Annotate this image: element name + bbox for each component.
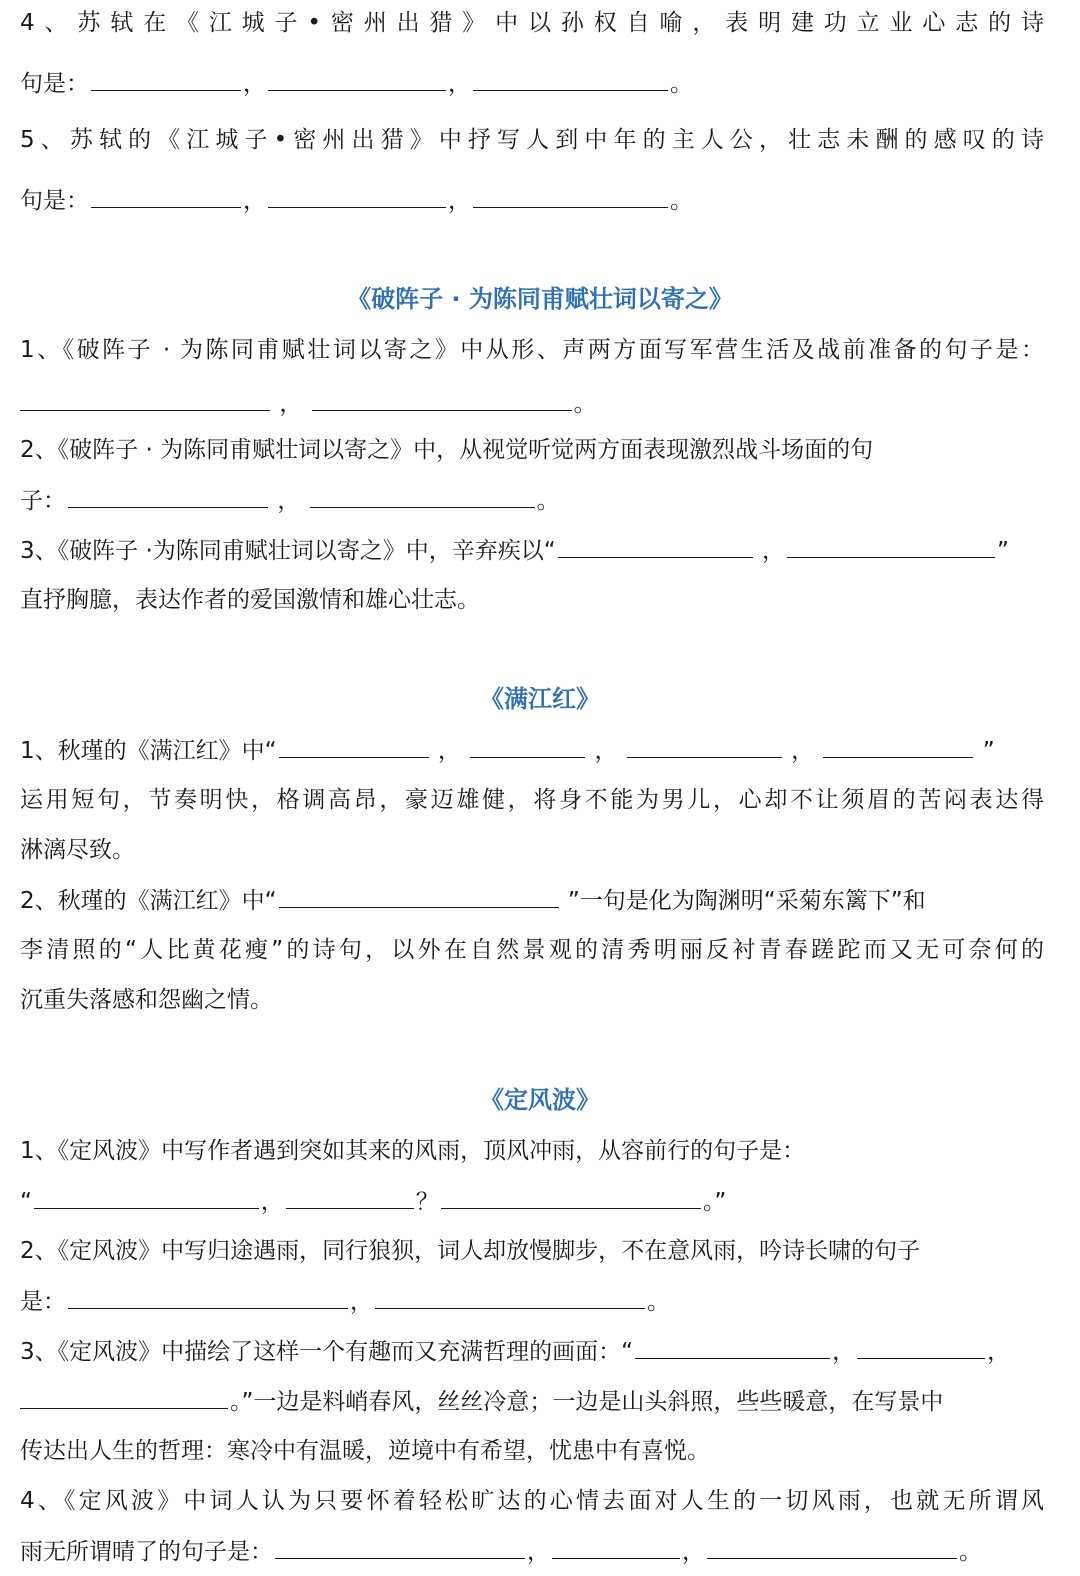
- answer-blank[interactable]: [441, 1186, 701, 1209]
- question-line: 运用短句，节奏明快，格调高昂，豪迈雄健，将身不能为男儿，心却不让须眉的苦闷表达得: [20, 787, 1044, 813]
- answer-blank[interactable]: [310, 485, 535, 508]
- answer-blank[interactable]: [68, 485, 268, 508]
- section-title: 《破阵子 · 为陈同甫赋壮词以寄之》: [347, 285, 733, 313]
- answer-blank[interactable]: [857, 1336, 985, 1359]
- section-title: 《满江红》: [480, 685, 600, 713]
- answer-blank[interactable]: [34, 1186, 259, 1209]
- question-line: 5、苏轼的《江城子•密州出猎》中抒写人到中年的主人公，壮志未酬的感叹的诗: [20, 127, 1044, 153]
- answer-blank[interactable]: [473, 185, 668, 208]
- question-line: 1、《破阵子 · 为陈同甫赋壮词以寄之》中从形、声两方面写军营生活及战前准备的句子是：: [20, 337, 1044, 363]
- question-line: 3、《定风波》中描绘了这样一个有趣而又充满哲理的画面：“ ， ，: [20, 1336, 1044, 1366]
- answer-blank[interactable]: [552, 1536, 680, 1559]
- answer-blank[interactable]: [312, 388, 572, 411]
- answer-blank[interactable]: [286, 1186, 414, 1209]
- question-line: 沉重失落感和怨幽之情。: [20, 987, 273, 1013]
- answer-blank[interactable]: [279, 735, 429, 758]
- question-line: 2、秋瑾的《满江红》中“ ”一句是化为陶渊明“采菊东篱下”和: [20, 885, 1044, 915]
- answer-line: 句是： ， ， 。: [20, 68, 1044, 98]
- answer-line: 。”一边是料峭春风，丝丝冷意；一边是山头斜照，些些暖意，在写景中: [20, 1386, 1044, 1416]
- answer-blank[interactable]: [268, 185, 446, 208]
- answer-line: 雨无所谓晴了的句子是： ， ， 。: [20, 1536, 1044, 1566]
- question-line: 1、秋瑾的《满江红》中“ ， ， ， ”: [20, 735, 1044, 765]
- answer-blank[interactable]: [268, 68, 446, 91]
- section-title: 《定风波》: [480, 1086, 600, 1114]
- answer-blank[interactable]: [275, 1536, 525, 1559]
- answer-blank[interactable]: [707, 1536, 957, 1559]
- question-line: 4、《定风波》中词人认为只要怀着轻松旷达的心情去面对人生的一切风雨，也就无所谓风: [20, 1488, 1044, 1514]
- question-line: 淋漓尽致。: [20, 837, 135, 863]
- question-line: 2、《破阵子 · 为陈同甫赋壮词以寄之》中，从视觉听觉两方面表现激烈战斗场面的句: [20, 437, 874, 463]
- answer-blank[interactable]: [91, 68, 241, 91]
- question-line: 2、《定风波》中写归途遇雨，同行狼狈，词人却放慢脚步，不在意风雨，吟诗长啸的句子: [20, 1238, 921, 1264]
- answer-blank[interactable]: [787, 535, 995, 558]
- answer-blank[interactable]: [470, 735, 585, 758]
- answer-line: ， 。: [20, 388, 1044, 418]
- answer-blank[interactable]: [68, 1286, 348, 1309]
- question-line: 直抒胸臆，表达作者的爱国激情和雄心壮志。: [20, 587, 480, 613]
- question-line: 3、《破阵子 ·为陈同甫赋壮词以寄之》中，辛弃疾以“ ， ”: [20, 535, 1044, 565]
- answer-line: “ ， ？ 。”: [20, 1186, 1044, 1216]
- answer-blank[interactable]: [558, 535, 753, 558]
- answer-line: 是： ， 。: [20, 1286, 1044, 1316]
- answer-blank[interactable]: [473, 68, 668, 91]
- question-line: 李清照的“人比黄花瘦”的诗句，以外在自然景观的清秀明丽反衬青春蹉跎而又无可奈何的: [20, 937, 1044, 963]
- question-line: 1、《定风波》中写作者遇到突如其来的风雨，顶风冲雨，从容前行的句子是：: [20, 1138, 806, 1164]
- answer-blank[interactable]: [20, 388, 270, 411]
- answer-blank[interactable]: [91, 185, 241, 208]
- answer-blank[interactable]: [635, 1336, 830, 1359]
- answer-blank[interactable]: [375, 1286, 645, 1309]
- answer-line: 子： ， 。: [20, 485, 1044, 515]
- answer-blank[interactable]: [279, 885, 559, 908]
- answer-line: 句是： ， ， 。: [20, 185, 1044, 215]
- question-line: 4、苏轼在《江城子•密州出猎》中以孙权自喻，表明建功立业心志的诗: [20, 10, 1044, 36]
- answer-blank[interactable]: [20, 1386, 228, 1409]
- answer-blank[interactable]: [823, 735, 973, 758]
- question-line: 传达出人生的哲理：寒冷中有温暖，逆境中有希望，忧患中有喜悦。: [20, 1438, 710, 1464]
- answer-blank[interactable]: [627, 735, 782, 758]
